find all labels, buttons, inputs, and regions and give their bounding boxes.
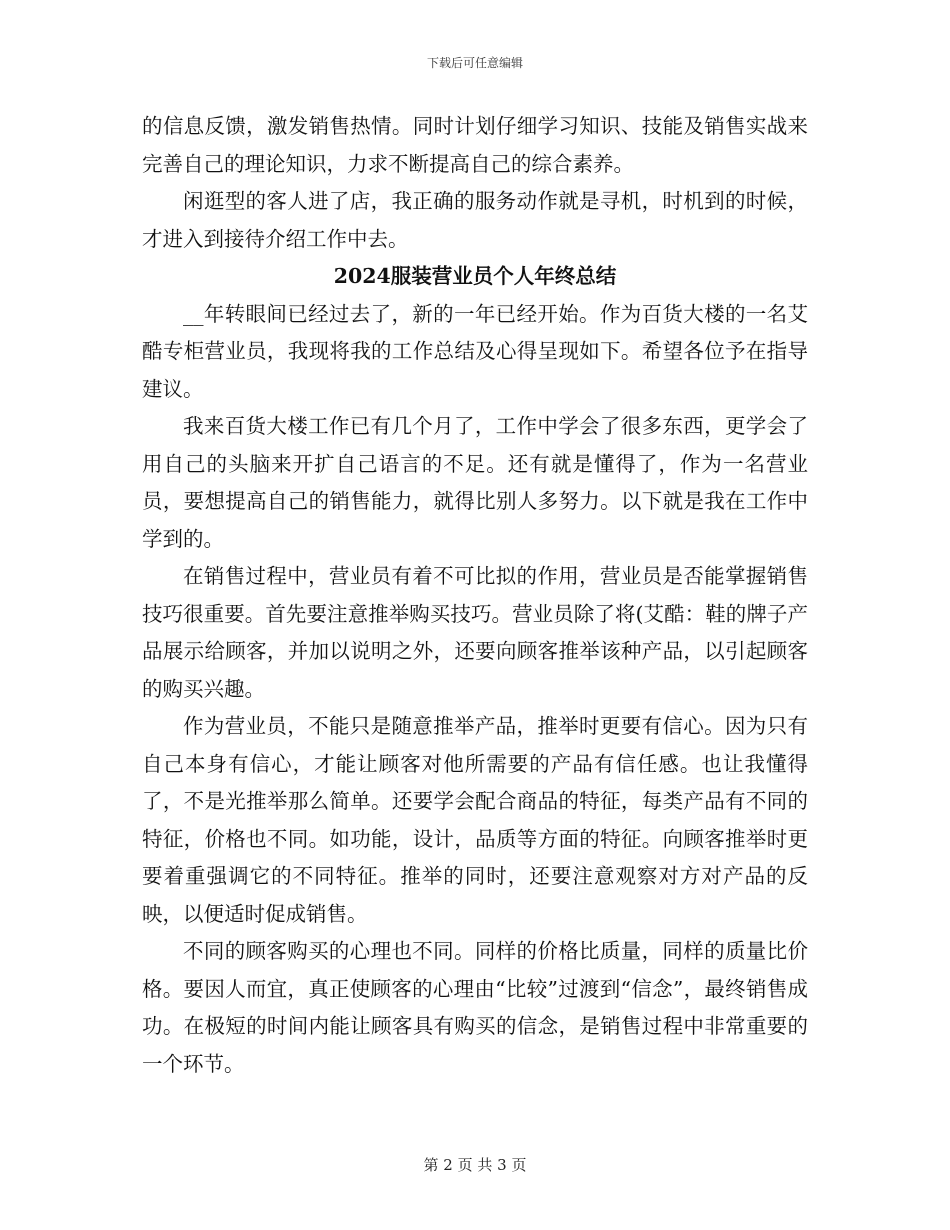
document-body	[142, 108, 808, 1083]
paragraph-browsing-customers: 闲逛型的客人进了店，我正确的服务动作就是寻机，时机到的时候，才进入到接待介绍工作中去。	[142, 189, 808, 251]
paragraph-intro: __年转眼间已经过去了，新的一年已经开始。作为百货大楼的一名艾酷专柜营业员，我现将我的工作总结及心得呈现如下。希望各位予在指导建议。	[142, 301, 808, 401]
paragraph-learning: 我来百货大楼工作已有几个月了，工作中学会了很多东西，更学会了用自己的头脑来开扩自己语言的不足。还有就是懂得了，作为一名营业员，要想提高自己的销售能力，就得比别人多努力。以下就是我在工作中学到的。	[142, 414, 808, 551]
header-note: 下载后可任意编辑	[426, 56, 523, 70]
page-number: 第 2 页 共 3 页	[423, 1156, 527, 1174]
paragraph-confidence: 作为营业员，不能只是随意推举产品，推举时更要有信心。因为只有自己本身有信心，才能让顾客对他所需要的产品有信任感。也让我懂得了，不是光推举那么简单。还要学会配合商品的特征，每类产品有不同的特征，价格也不同。如功能，设计，品质等方面的特征。向顾客推举时更要着重强调它的不同特征。推举的同时，还要注意观察对方对产品的反映，以便适时促成销售。	[142, 714, 808, 926]
continued-paragraph: 的信息反馈，激发销售热情。同时计划仔细学习知识、技能及销售实战来完善自己的理论知识，力求不断提高自己的综合素养。	[142, 114, 808, 176]
paragraph-customer-psychology: 不同的顾客购买的心理也不同。同样的价格比质量，同样的质量比价格。要因人而宜，真正使顾客的心理由“比较”过渡到“信念”，最终销售成功。在极短的时间内能让顾客具有购买的信念，是销售过程中非常重要的一个环节。	[142, 939, 808, 1076]
section-title: 2024服装营业员个人年终总结	[333, 264, 617, 288]
paragraph-sales-skills: 在销售过程中，营业员有着不可比拟的作用，营业员是否能掌握销售技巧很重要。首先要注意推举购买技巧。营业员除了将(艾酷：鞋的牌子产品展示给顾客，并加以说明之外，还要向顾客推举该种产品，以引起顾客的购买兴趣。	[142, 564, 808, 701]
